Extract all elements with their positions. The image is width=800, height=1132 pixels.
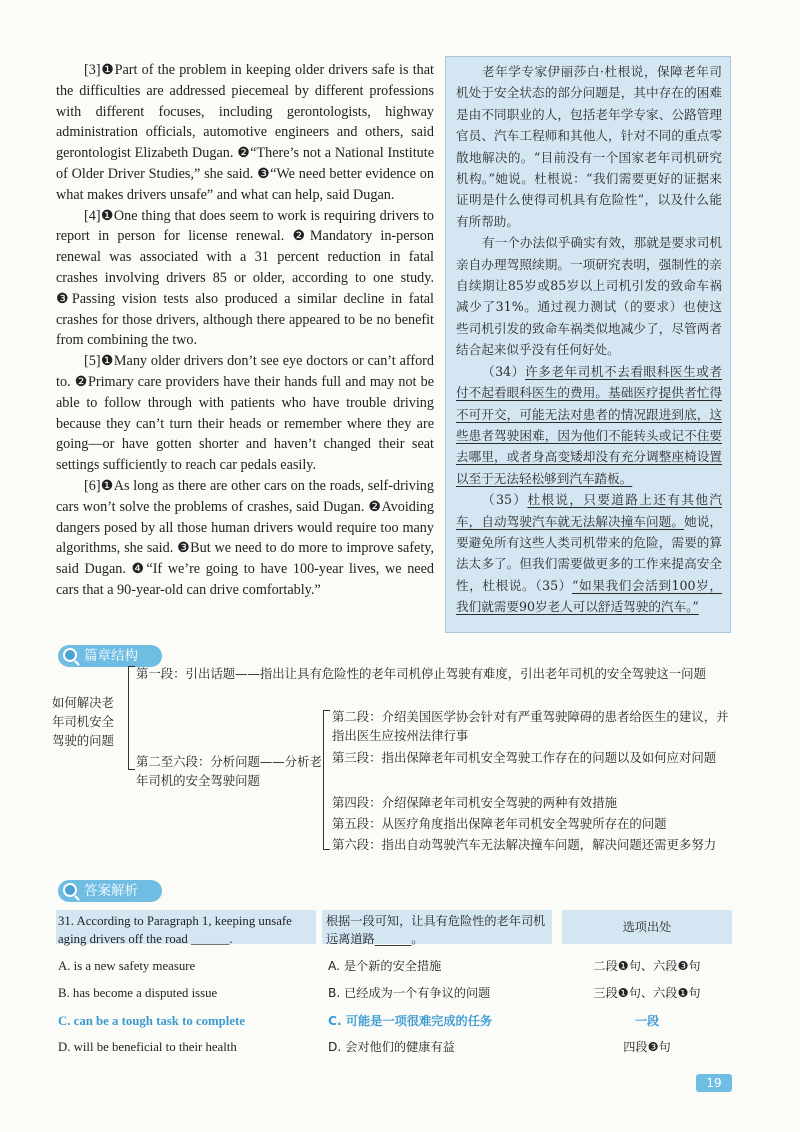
option-b-cn: B. 已经成为一个有争议的问题 bbox=[328, 986, 491, 1000]
paragraph-3: [3]❶Part of the problem in keeping older drivers safe is that the difficulties are addressed piecemeal by different professions with different focuses, including gerontologists, highway administration officials, automotive engineers and others, said gerontologist Elizabeth Dugan. ❷“There’s not a National Institute of Older Driver Studies,” she said. ❸“We need better evidence on what makes drivers unsafe” and what can help, said Dugan. bbox=[56, 62, 434, 203]
structure-para5: 第五段：从医疗角度指出保障老年司机安全驾驶所存在的问题 bbox=[332, 816, 667, 831]
translation-3: （34）许多老年司机不去看眼科医生或者付不起看眼科医生的费用。基础医疗提供者忙得不可开交，可能无法对患者的情况跟进到底，这些患者驾驶困难，因为他们不能转头或记不住要去哪里，或者身高变矮却没有充分调整座椅设置以至于无法轻松够到汽车踏板。 bbox=[456, 363, 723, 486]
option-d-cn: D. 会对他们的健康有益 bbox=[328, 1040, 455, 1054]
brace-sub bbox=[323, 710, 324, 850]
option-d-en: D. will be beneficial to their health bbox=[58, 1040, 237, 1054]
structure-root: 如何解决老年司机安全驾驶的问题 bbox=[52, 695, 114, 748]
structure-para4: 第四段：介绍保障老年司机安全驾驶的两种有效措施 bbox=[332, 795, 617, 810]
option-a-cn: A. 是个新的安全措施 bbox=[328, 959, 442, 973]
structure-heading: 篇章结构 bbox=[58, 645, 162, 667]
page-number: 19 bbox=[696, 1074, 732, 1092]
translation-2: 有一个办法似乎确实有效，那就是要求司机亲自办理驾照续期。一项研究表明，强制性的亲自续期让85岁或85岁以上司机引发的致命车祸减少了31%。通过视力测试（的要求）也使这些司机引发的致命车祸类似地减少了，尽管两者结合起来似乎没有任何好处。 bbox=[456, 235, 722, 358]
brace-main bbox=[128, 666, 129, 770]
structure-para1: 第一段：引出话题——指出让具有危险性的老年司机停止驾驶有难度，引出老年司机的安全驾驶这一问题 bbox=[136, 666, 706, 681]
option-a-en: A. is a new safety measure bbox=[58, 959, 196, 973]
option-b-en: B. has become a disputed issue bbox=[58, 986, 218, 1000]
answer-heading: 答案解析 bbox=[58, 880, 162, 902]
english-passage bbox=[56, 60, 434, 601]
structure-para3: 第三段：指出保障老年司机安全驾驶工作存在的问题以及如何应对问题 bbox=[332, 750, 717, 765]
source-header: 选项出处 bbox=[622, 920, 672, 934]
paragraph-5: [5]❶Many older drivers don’t see eye doctors or can’t afford to. ❷Primary care providers have their hands full and may not be able to follow through with patients who have trouble driving because they can’t turn their heads or remember where they are going—or have gotten shorter and haven’t changed their seat settings sufficiently to reach car pedals easily. bbox=[56, 353, 434, 474]
option-a-src: 二段❶句、六段❸句 bbox=[593, 959, 701, 973]
structure-para6: 第六段：指出自动驾驶汽车无法解决撞车问题，解决问题还需更多努力 bbox=[332, 837, 717, 852]
structure-group: 第二至六段：分析问题——分析老年司机的安全驾驶问题 bbox=[136, 754, 322, 788]
paragraph-4: [4]❶One thing that does seem to work is requiring drivers to report in person for license renewal. ❷Mandatory in-person renewal was associated with a 31 percent reduction in fatal crashes involving drivers 85 or older, according to one study. ❸Passing vision tests also produced a similar decline in fatal crashes for those drivers, although there appeared to be no benefit from combining the two. bbox=[56, 207, 434, 349]
question-en: 31. According to Paragraph 1, keeping unsafe aging drivers off the road ______. bbox=[58, 914, 292, 946]
question-cn: 根据一段可知，让具有危险性的老年司机远离道路______。 bbox=[326, 914, 546, 946]
option-c-en: C. can be a tough task to complete bbox=[58, 1014, 245, 1028]
option-b-src: 三段❶句、六段❶句 bbox=[593, 986, 701, 1000]
underlined-sentence: 许多老年司机不去看眼科医生或者付不起看眼科医生的费用。 bbox=[456, 363, 723, 401]
search-icon bbox=[63, 648, 77, 662]
translation-4: （35）杜根说，只要道路上还有其他汽车，自动驾驶汽车就无法解决撞车问题。她说，要避免所有这些人类司机带来的危险，需要的算法太多了。但我们需要做更多的工作来提高安全性，杜根说。（35）“如果我们会活到100岁，我们就需要90岁老人可以舒适驾驶的汽车。” bbox=[456, 492, 723, 615]
option-c-src: 一段 bbox=[634, 1014, 660, 1028]
underlined-sentence: 杜根说，只要道路上还有其他汽车，自动驾驶汽车就无法解决撞车问题。 bbox=[456, 492, 723, 529]
paragraph-6: [6]❶As long as there are other cars on the roads, self-driving cars won’t solve the problems of crashes, said Dugan. ❷Avoiding dangers posed by all those human drivers would require too many algorithms, she said. ❸But we need to do more to improve safety, said Dugan. ❹“If we’re going to have 100-year lives, we need cars that a 90-year-old can drive comfortably.” bbox=[56, 477, 434, 598]
structure-para2: 第二段：介绍美国医学协会针对有严重驾驶障碍的患者给医生的建议，并指出医生应按州法律行事 bbox=[332, 709, 729, 743]
option-c-cn: C. 可能是一项很难完成的任务 bbox=[328, 1014, 493, 1028]
search-icon bbox=[63, 883, 77, 897]
option-d-src: 四段❸句 bbox=[623, 1040, 671, 1054]
translation-panel bbox=[445, 56, 731, 633]
translation-1: 老年学专家伊丽莎白·杜根说，保障老年司机处于安全状态的部分问题是，其中存在的困难是由不同职业的人，包括老年学专家、公路管理官员、汽车工程师和其他人，针对不同的重点零散地解决的。“目前没有一个国家老年司机研究机构。”她说。杜根说：“我们需要更好的证据来证明是什么使得司机具有危险性”，以及什么能有所帮助。 bbox=[456, 64, 722, 229]
